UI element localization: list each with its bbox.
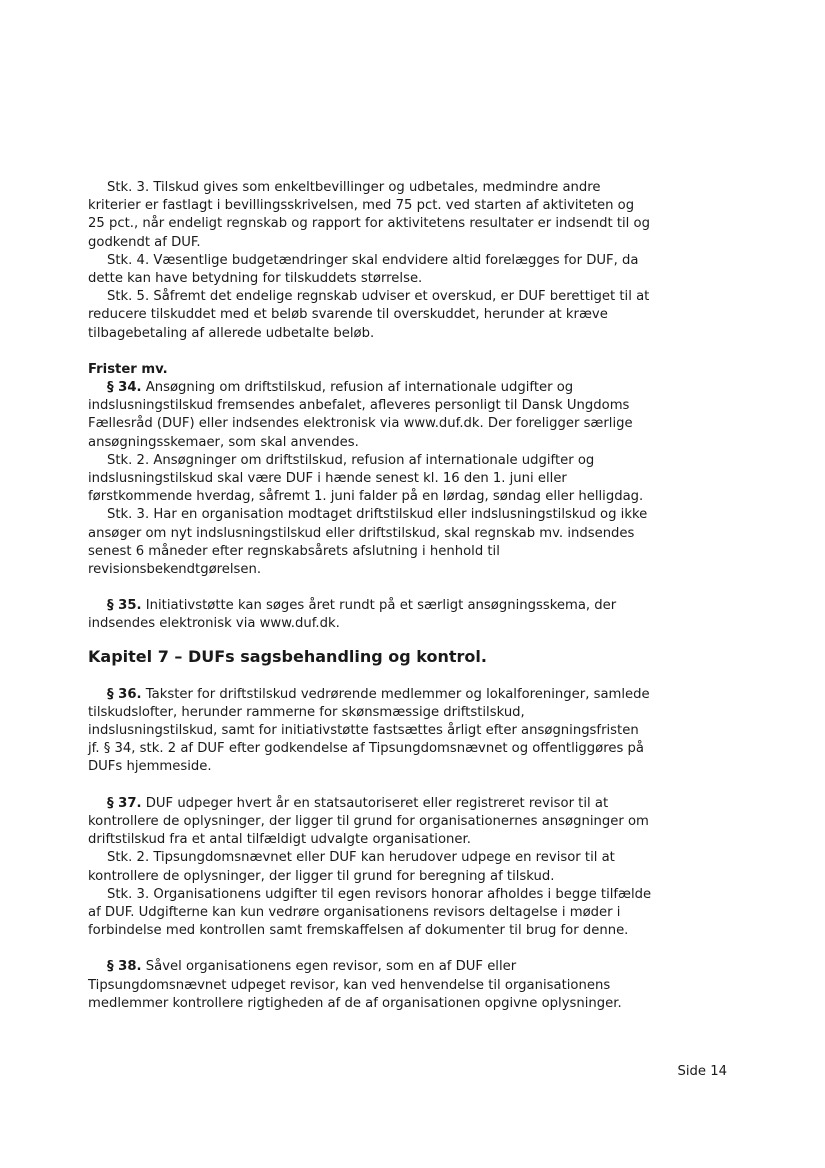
paragraph-38 (88, 958, 678, 1013)
text-line: ansøger om nyt indslusningstilskud eller driftstilskud, skal regnskab mv. indsendes (88, 525, 635, 541)
text-line: indslusningstilskud skal være DUF i hænde senest kl. 16 den 1. juni eller (88, 471, 567, 487)
page-number: Side 14 (677, 1064, 727, 1079)
paragraph-text: DUF udpeger hvert år en statsautoriseret eller registreret revisor til at (141, 795, 609, 811)
text-line: Stk. 5. Såfremt det endelige regnskab udviser et overskud, er DUF berettiget til at (107, 289, 650, 305)
text-line: Stk. 2. Tipsungdomsnævnet eller DUF kan herudover udpege en revisor til at (107, 850, 615, 866)
paragraph-number: § 37. (107, 795, 142, 811)
paragraph-text: Såvel organisationens egen revisor, som en af DUF eller (141, 959, 517, 975)
text-line: senest 6 måneder efter regnskabsårets afslutning i henhold til (88, 543, 500, 559)
text-line: kontrollere de oplysninger, der ligger til grund for beregning af tilskud. (88, 868, 555, 884)
text-line: tilskudslofter, herunder rammerne for skønsmæssige driftstilskud, (88, 704, 525, 720)
paragraph-37 (88, 795, 678, 941)
text-line (88, 686, 678, 704)
stk3-tilskud-block (88, 179, 678, 252)
text-line (88, 379, 678, 397)
text-line: jf. § 34, stk. 2 af DUF efter godkendelse af Tipsungdomsnævnet og offentliggøres på (88, 741, 645, 757)
text-line: ansøgningsskemaer, som skal anvendes. (88, 434, 359, 450)
text-line: Fællesråd (DUF) eller indsendes elektronisk via www.duf.dk. Der foreligger særlige (88, 416, 633, 432)
paragraph-text: Initiativstøtte kan søges året rundt på et særligt ansøgningsskema, der (141, 598, 617, 614)
paragraph-number: § 34. (107, 380, 142, 396)
text-line: forbindelse med kontrollen samt fremskaffelsen af dokumenter til brug for denne. (88, 923, 629, 939)
text-line: tilbagebetaling af allerede udbetalte beløb. (88, 325, 375, 341)
stk5-overskud-block (88, 288, 678, 343)
text-line: indsendes elektronisk via www.duf.dk. (88, 616, 340, 632)
text-line: Stk. 3. Tilskud gives som enkeltbevillinger og udbetales, medmindre andre (107, 180, 601, 195)
text-line: medlemmer kontrollere rigtigheden af de af organisationen opgivne oplysninger. (88, 995, 622, 1011)
text-line: reducere tilskuddet med et beløb svarende til overskuddet, herunder at kræve (88, 307, 608, 323)
stk4-budget-block (88, 252, 678, 288)
text-line: revisionsbekendtgørelsen. (88, 562, 262, 578)
text-line: Stk. 4. Væsentlige budgetændringer skal endvidere altid forelægges for DUF, da (107, 252, 639, 268)
paragraph-number: § 38. (107, 959, 142, 975)
paragraph-34 (88, 379, 678, 579)
paragraph-36 (88, 686, 678, 777)
text-line: førstkommende hverdag, såfremt 1. juni falder på en lørdag, søndag eller helligdag. (88, 489, 644, 505)
text-line (88, 958, 678, 976)
chapter-heading: Kapitel 7 – DUFs sagsbehandling og kontrol. (88, 646, 487, 666)
text-line: dette kan have betydning for tilskuddets størrelse. (88, 271, 423, 287)
section-heading-frister: Frister mv. (88, 361, 168, 377)
text-line: Stk. 3. Organisationens udgifter til egen revisors honorar afholdes i begge tilfælde (107, 886, 652, 902)
text-line: driftstilskud fra et antal tilfældigt udvalgte organisationer. (88, 832, 471, 848)
text-line: 25 pct., når endeligt regnskab og rapport for aktivitetens resultater er indsendt til og (88, 216, 650, 232)
text-line: indslusningstilskud fremsendes anbefalet, afleveres personligt til Dansk Ungdoms (88, 398, 630, 414)
paragraph-35 (88, 597, 678, 633)
text-line (88, 795, 678, 813)
text-line: kontrollere de oplysninger, der ligger til grund for organisationernes ansøgninger om (88, 813, 649, 829)
text-line: kriterier er fastlagt i bevillingsskrivelsen, med 75 pct. ved starten af aktiviteten og (88, 198, 635, 214)
paragraph-number: § 35. (107, 598, 142, 614)
paragraph-text: Takster for driftstilskud vedrørende medlemmer og lokalforeninger, samlede (141, 686, 650, 702)
text-line: af DUF. Udgifterne kan kun vedrøre organisationens revisors deltagelse i møder i (88, 904, 621, 920)
paragraph-number: § 36. (107, 686, 142, 702)
text-line: godkendt af DUF. (88, 234, 201, 250)
paragraph-text: Ansøgning om driftstilskud, refusion af internationale udgifter og (141, 380, 574, 396)
text-line: indslusningstilskud, samt for initiativstøtte fastsættes årligt efter ansøgningsfristen (88, 723, 639, 739)
text-line: Tipsungdomsnævnet udpeget revisor, kan ved henvendelse til organisationens (88, 977, 611, 993)
page-body (88, 179, 678, 1013)
text-line: Stk. 2. Ansøgninger om driftstilskud, refusion af internationale udgifter og (107, 452, 595, 468)
text-line: Stk. 3. Har en organisation modtaget driftstilskud eller indslusningstilskud og ikke (107, 507, 648, 523)
text-line: DUFs hjemmeside. (88, 759, 212, 775)
text-line (88, 597, 678, 615)
